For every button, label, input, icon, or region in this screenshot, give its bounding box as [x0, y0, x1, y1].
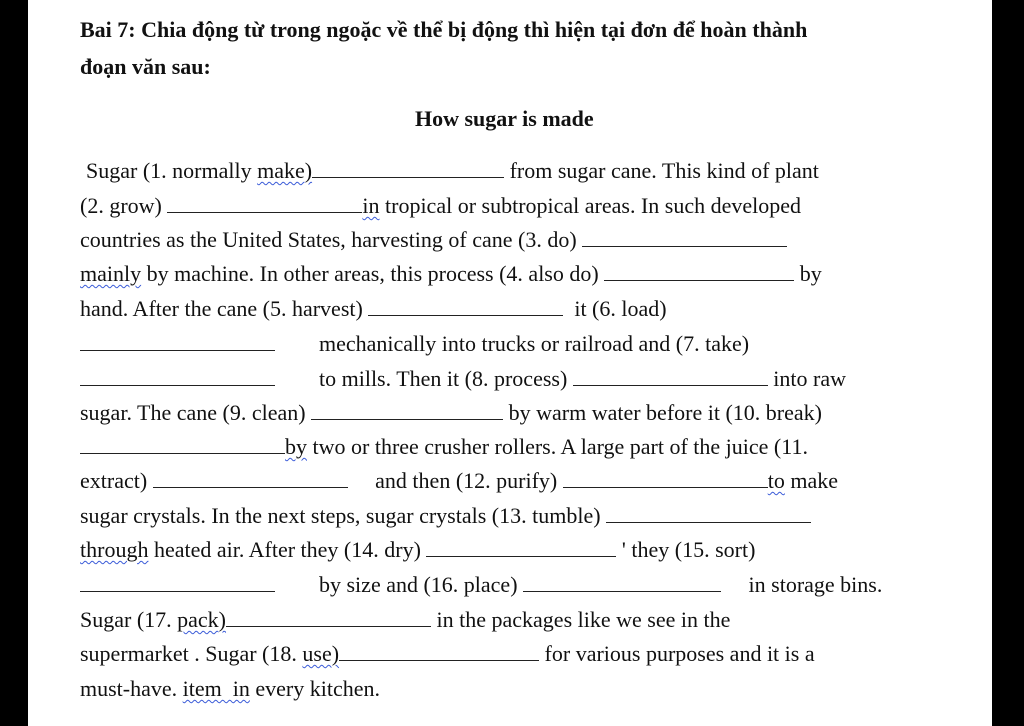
spellcheck-flagged-text: make) — [257, 158, 313, 183]
exercise-heading-line-2: đoạn văn sau: — [80, 54, 211, 79]
document-page — [28, 0, 992, 726]
passage-text: by machine. In other areas, this process (4. also do) — [141, 261, 605, 286]
passage-text: for various purposes and it is a — [539, 641, 815, 666]
passage-text: heated air. After they (14. dry) — [148, 537, 427, 562]
passage-line — [80, 261, 822, 287]
passage-text: in the packages like we see in the — [431, 607, 731, 632]
passage-text: Sugar (17. — [80, 607, 178, 632]
passage-text: sugar crystals. In the next steps, sugar crystals (13. tumble) — [80, 503, 607, 528]
passage-text: tropical or subtropical areas. In such developed — [379, 193, 802, 218]
answer-blank[interactable] — [311, 400, 503, 420]
spellcheck-flagged-text: use) — [302, 641, 340, 666]
passage-line — [80, 434, 808, 460]
passage-text: ' they (15. sort) — [616, 537, 756, 562]
passage-text: every kitchen. — [249, 676, 380, 701]
passage-line — [80, 676, 380, 702]
answer-blank[interactable] — [80, 434, 285, 454]
passage-text: (2. grow) — [80, 193, 168, 218]
answer-blank[interactable] — [167, 193, 362, 213]
passage-text: extract) — [80, 468, 153, 493]
answer-blank[interactable] — [339, 641, 539, 661]
answer-blank[interactable] — [606, 503, 811, 523]
answer-blank[interactable] — [426, 537, 616, 557]
passage-line — [80, 227, 787, 253]
passage-text: must-have. — [80, 676, 183, 701]
spellcheck-flagged-text: item in — [182, 676, 250, 701]
passage-line — [80, 468, 838, 494]
passage-text: in storage bins. — [721, 572, 883, 597]
spellcheck-flagged-text: to — [767, 468, 785, 493]
passage-title: How sugar is made — [415, 106, 594, 131]
passage-text: Sugar (1. normally — [86, 158, 258, 183]
passage-line — [80, 193, 801, 219]
passage-line — [80, 607, 730, 633]
passage-text: make — [784, 468, 839, 493]
answer-blank[interactable] — [80, 572, 275, 592]
passage-line — [80, 366, 846, 392]
answer-blank[interactable] — [573, 366, 768, 386]
passage-text: to mills. Then it (8. process) — [275, 366, 573, 391]
passage-text: hand. After the cane (5. harvest) — [80, 296, 369, 321]
passage-text: two or three crusher rollers. A large part of the juice (11. — [307, 434, 808, 459]
passage-line — [86, 158, 819, 184]
answer-blank[interactable] — [563, 468, 768, 488]
answer-blank[interactable] — [153, 468, 348, 488]
answer-blank[interactable] — [80, 366, 275, 386]
answer-blank[interactable] — [226, 607, 431, 627]
passage-text: supermarket . Sugar (18. — [80, 641, 303, 666]
exercise-heading-line-1: Bai 7: Chia động từ trong ngoặc về thể bị động thì hiện tại đơn để hoàn thành — [80, 17, 808, 42]
answer-blank[interactable] — [368, 296, 563, 316]
passage-text: by — [794, 261, 822, 286]
answer-blank[interactable] — [582, 227, 787, 247]
passage-text: countries as the United States, harvesting of cane (3. do) — [80, 227, 583, 252]
spellcheck-flagged-text: through — [80, 537, 149, 562]
answer-blank[interactable] — [523, 572, 721, 592]
answer-blank[interactable] — [312, 158, 504, 178]
spellcheck-flagged-text: mainly — [80, 261, 142, 286]
passage-line — [80, 641, 815, 667]
passage-line — [80, 503, 811, 529]
passage-line — [80, 537, 755, 563]
spellcheck-flagged-text: pack) — [177, 607, 227, 632]
passage-text: mechanically into trucks or railroad and (7. take) — [275, 331, 750, 356]
passage-text: from sugar cane. This kind of plant — [504, 158, 819, 183]
passage-text: by warm water before it (10. break) — [503, 400, 822, 425]
passage-text: into raw — [767, 366, 846, 391]
answer-blank[interactable] — [604, 261, 794, 281]
passage-text: and then (12. purify) — [347, 468, 563, 493]
passage-line — [80, 572, 882, 598]
passage-line — [80, 400, 822, 426]
spellcheck-flagged-text: by — [285, 434, 307, 459]
passage-text: it (6. load) — [563, 296, 667, 321]
spellcheck-flagged-text: in — [362, 193, 380, 218]
passage-text: sugar. The cane (9. clean) — [80, 400, 312, 425]
passage-line — [80, 331, 749, 357]
passage-text: by size and (16. place) — [275, 572, 524, 597]
passage-line — [80, 296, 667, 322]
answer-blank[interactable] — [80, 331, 275, 351]
